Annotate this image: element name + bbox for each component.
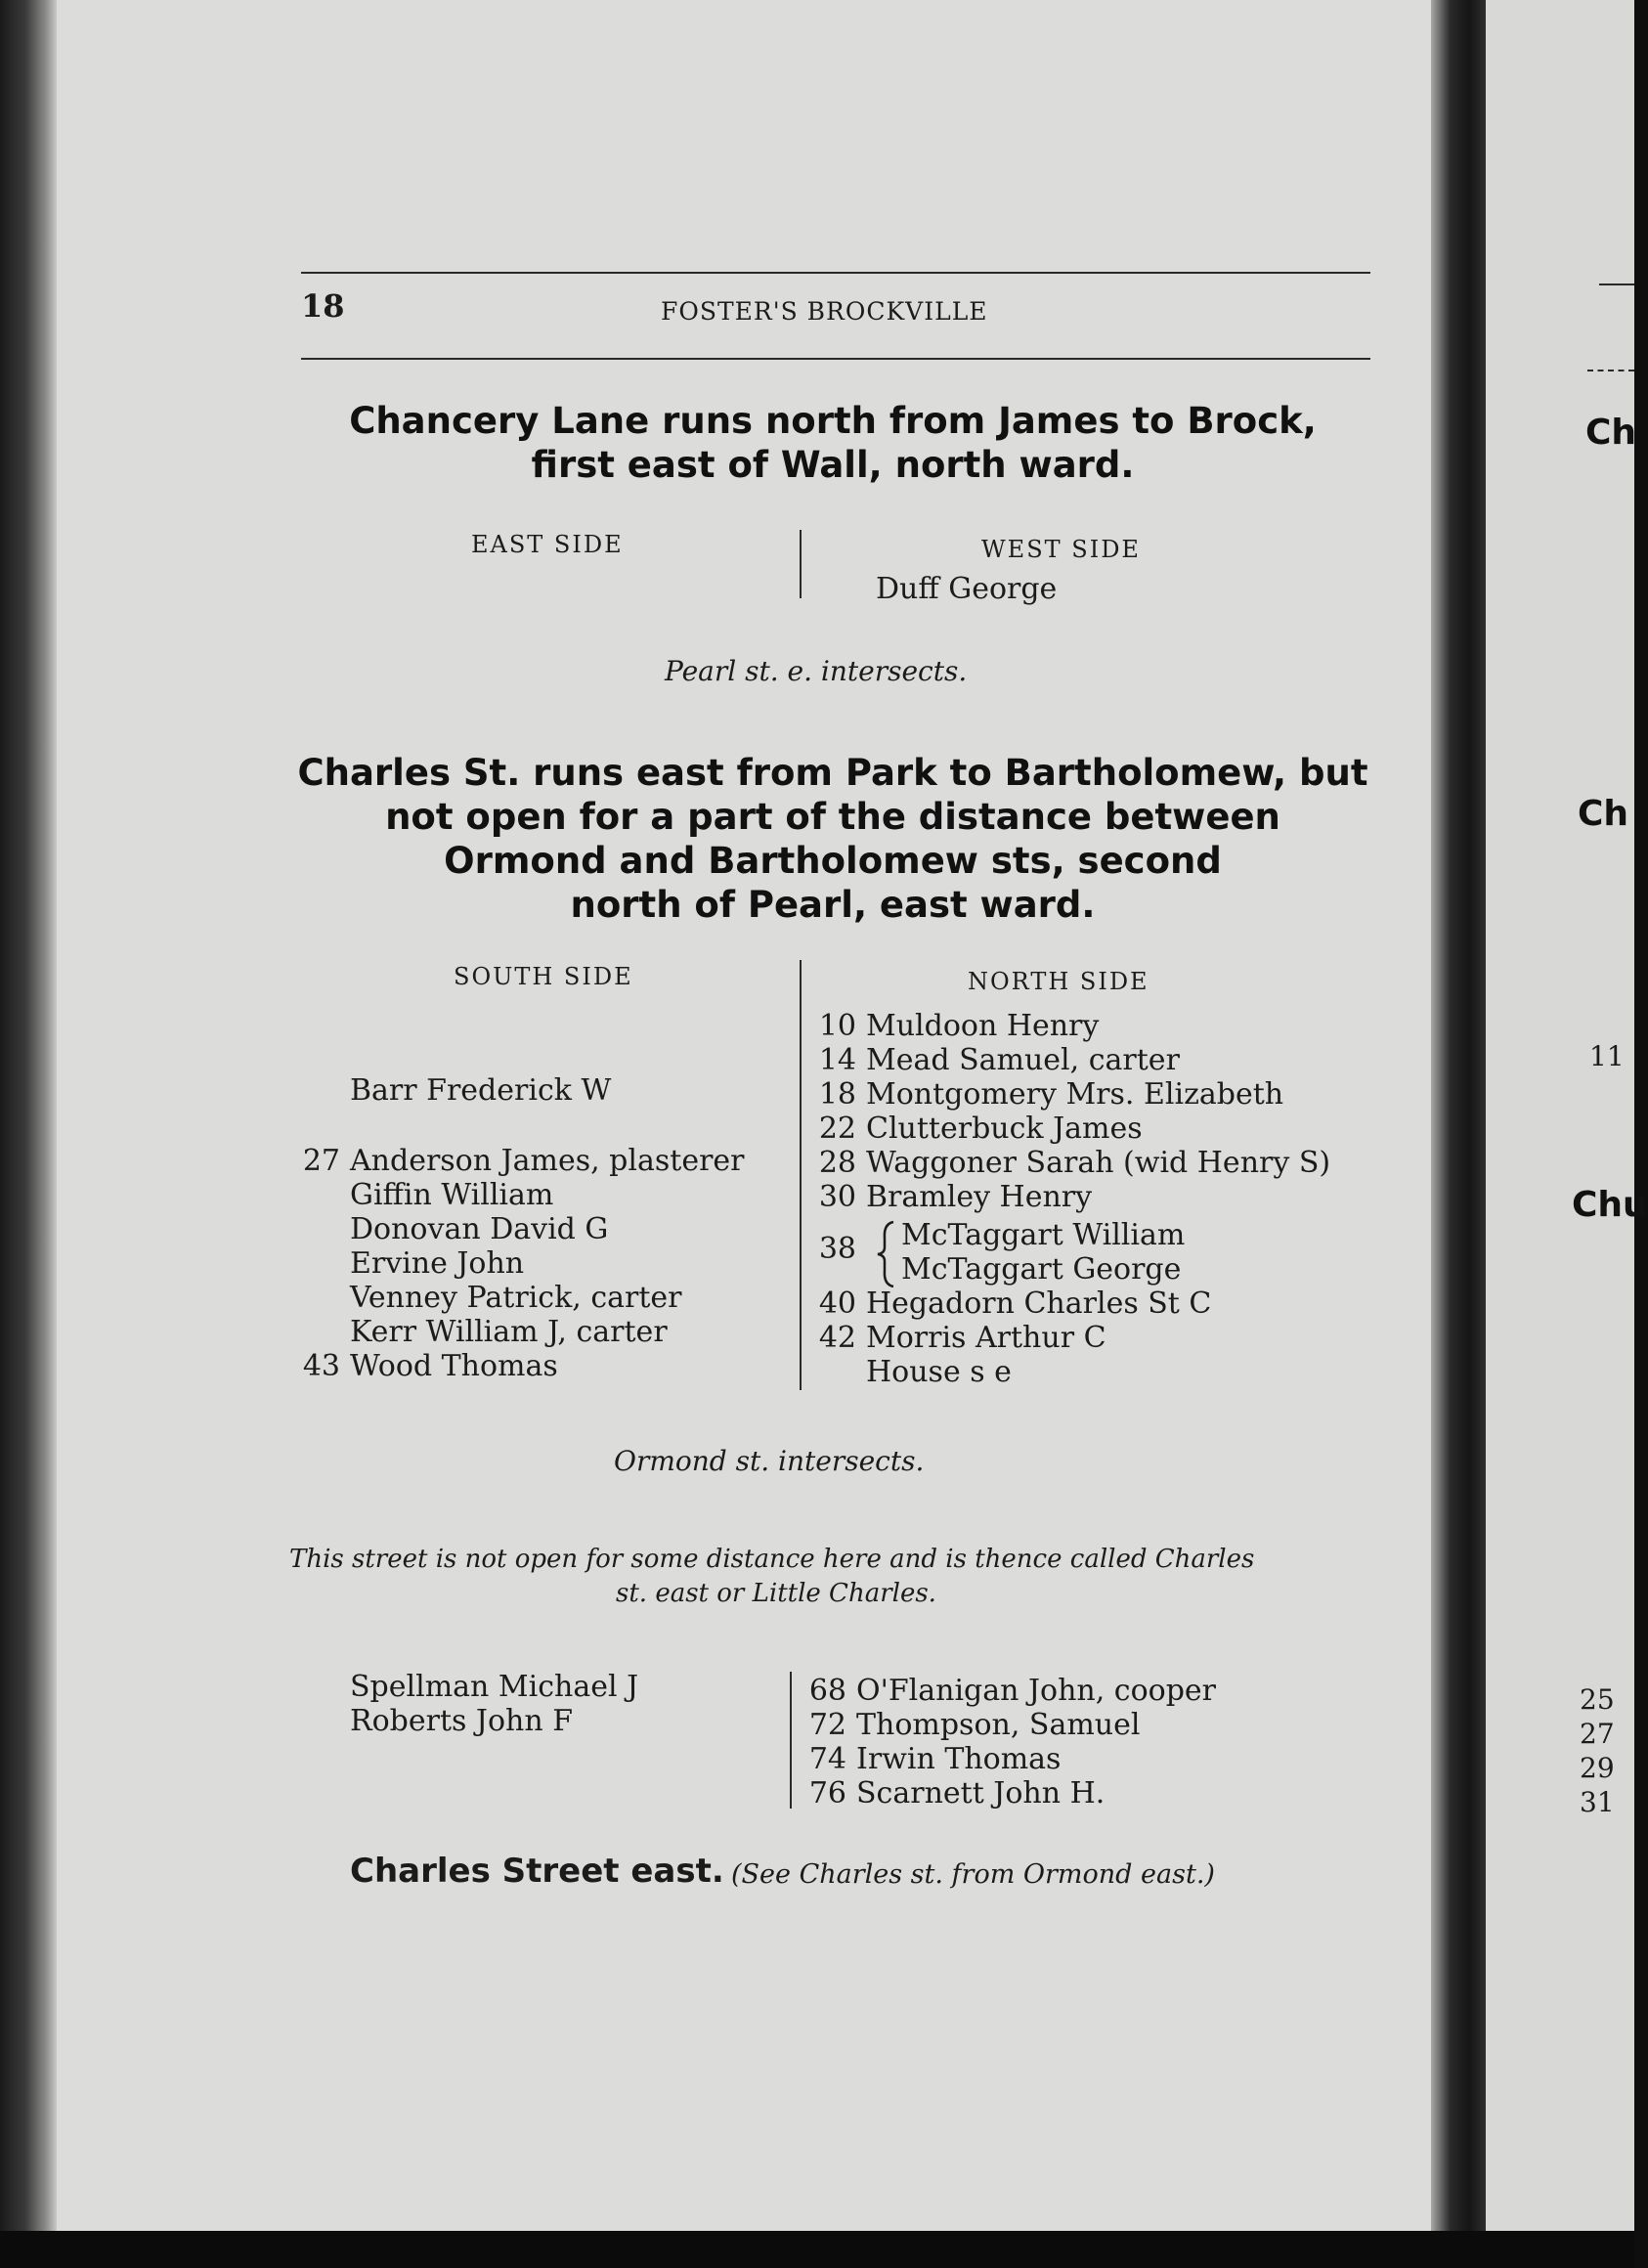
resident-name: Clutterbuck James: [866, 1112, 1143, 1146]
north-entry: [805, 1009, 1099, 1043]
next-page-number-fragment: 29: [1580, 1752, 1615, 1784]
house-number: 68: [808, 1674, 846, 1708]
resident-name: Bramley Henry: [866, 1180, 1093, 1214]
house-number: 14: [818, 1043, 856, 1077]
north-entry: [805, 1355, 1012, 1389]
north-bracket-number: [805, 1232, 866, 1266]
resident-name: Wood Thomas: [350, 1349, 558, 1383]
charles-column-divider: [800, 960, 802, 1390]
little-charles-column-divider: [790, 1672, 792, 1809]
south-side-label: SOUTH SIDE: [454, 963, 633, 990]
next-page-edge: [1486, 0, 1648, 2231]
charles-heading: [285, 751, 1380, 927]
house-number: 38: [818, 1232, 856, 1266]
house-number: 22: [818, 1112, 856, 1146]
south-entry: [289, 1212, 608, 1246]
house-number: 28: [818, 1146, 856, 1180]
resident-name: Morris Arthur C: [866, 1321, 1106, 1355]
south-entry: [289, 1246, 524, 1281]
house-number: 18: [818, 1077, 856, 1112]
north-entry: [805, 1180, 1092, 1214]
charles-heading-line1: Charles St. runs east from Park to Bartholomew, but: [297, 752, 1368, 794]
resident-name: Muldoon Henry: [866, 1009, 1100, 1043]
west-entry: Duff George: [876, 572, 1058, 606]
next-page-number-fragment: 27: [1580, 1718, 1615, 1750]
east-side-label: EAST SIDE: [471, 531, 624, 558]
next-page-heading-fragment: Ch: [1585, 413, 1637, 453]
next-page-rule: [1587, 370, 1634, 371]
north-bracket-name: McTaggart George: [901, 1252, 1182, 1287]
south-entry: Spellman Michael J: [350, 1670, 639, 1704]
pearl-intersects: Pearl st. e. intersects.: [665, 655, 968, 687]
charles-east-label: Charles Street east.: [350, 1852, 724, 1891]
north-bracket-name: McTaggart William: [901, 1218, 1186, 1252]
north-entry: [796, 1674, 1216, 1708]
header-bottom-rule: [301, 358, 1370, 360]
house-number: 42: [818, 1321, 856, 1355]
chancery-heading-line1: Chancery Lane runs north from James to Brock,: [349, 400, 1317, 442]
north-entry: [805, 1112, 1143, 1146]
house-number: 43: [302, 1349, 340, 1383]
west-side-label: WEST SIDE: [981, 536, 1141, 563]
north-side-label: NORTH SIDE: [968, 968, 1149, 995]
charles-heading-line3: Ormond and Bartholomew sts, second: [444, 840, 1222, 882]
north-entry: [796, 1708, 1140, 1742]
scan-bottom-edge: [0, 2231, 1634, 2268]
north-entry: [805, 1287, 1211, 1321]
resident-name: Mead Samuel, carter: [866, 1043, 1180, 1077]
resident-name: Scarnett John H.: [856, 1776, 1106, 1810]
south-entry: [289, 1349, 558, 1383]
left-page-edge: [0, 0, 57, 2268]
resident-name: Montgomery Mrs. Elizabeth: [866, 1077, 1284, 1112]
house-number: 30: [818, 1180, 856, 1214]
resident-name: House s e: [866, 1355, 1012, 1389]
north-entry: [796, 1776, 1105, 1810]
resident-name: Irwin Thomas: [856, 1742, 1062, 1776]
document-page: [57, 0, 1431, 2231]
resident-name: Waggoner Sarah (wid Henry S): [866, 1146, 1331, 1180]
south-entry: [289, 1281, 682, 1315]
book-gutter: [1431, 0, 1486, 2268]
next-page-heading-fragment: Chu: [1572, 1185, 1648, 1225]
resident-name: O'Flanigan John, cooper: [856, 1674, 1217, 1708]
south-entry: [289, 1178, 553, 1212]
resident-name: Donovan David G: [350, 1212, 609, 1246]
south-entry: Roberts John F: [350, 1704, 574, 1738]
house-number: 74: [808, 1742, 846, 1776]
running-title: FOSTER'S BROCKVILLE: [661, 297, 988, 326]
south-entry: [289, 1315, 668, 1349]
next-page-heading-fragment: Ch: [1578, 794, 1629, 834]
south-entry: [289, 1144, 745, 1178]
house-number: 10: [818, 1009, 856, 1043]
street-note-line2: st. east or Little Charles.: [616, 1579, 936, 1608]
page-number: 18: [301, 287, 345, 325]
north-entry: [805, 1043, 1180, 1077]
charles-heading-line4: north of Pearl, east ward.: [570, 884, 1096, 926]
north-entry: [796, 1742, 1061, 1776]
chancery-heading-line2: first east of Wall, north ward.: [531, 444, 1135, 486]
next-page-number-fragment: 25: [1580, 1683, 1615, 1716]
house-number: 40: [818, 1287, 856, 1321]
resident-name: Anderson James, plasterer: [350, 1144, 745, 1178]
chancery-column-divider: [800, 530, 802, 598]
next-page-number-fragment: 31: [1580, 1786, 1615, 1818]
brace-icon: [874, 1220, 899, 1288]
north-entry: [805, 1321, 1106, 1355]
resident-name: Venney Patrick, carter: [350, 1281, 682, 1315]
house-number: 27: [302, 1144, 340, 1178]
north-entry: [805, 1146, 1330, 1180]
resident-name: Thompson, Samuel: [856, 1708, 1141, 1742]
resident-name: Giffin William: [350, 1178, 554, 1212]
house-number: 72: [808, 1708, 846, 1742]
next-page-rule: [1599, 284, 1634, 285]
resident-name: Hegadorn Charles St C: [866, 1287, 1212, 1321]
house-number: 76: [808, 1776, 846, 1810]
charles-east-reference: (See Charles st. from Ormond east.): [731, 1859, 1215, 1890]
street-note-line1: This street is not open for some distance here and is thence called Charles: [289, 1545, 1255, 1574]
resident-name: Ervine John: [350, 1246, 525, 1281]
south-entry: [289, 1073, 611, 1108]
header-top-rule: [301, 272, 1370, 274]
resident-name: Barr Frederick W: [350, 1073, 612, 1108]
resident-name: Kerr William J, carter: [350, 1315, 668, 1349]
next-page-number-fragment: 11: [1589, 1040, 1625, 1072]
charles-heading-line2: not open for a part of the distance between: [385, 796, 1280, 838]
chancery-heading: [285, 399, 1380, 487]
north-entry: [805, 1077, 1283, 1112]
ormond-intersects: Ormond st. intersects.: [614, 1445, 925, 1477]
